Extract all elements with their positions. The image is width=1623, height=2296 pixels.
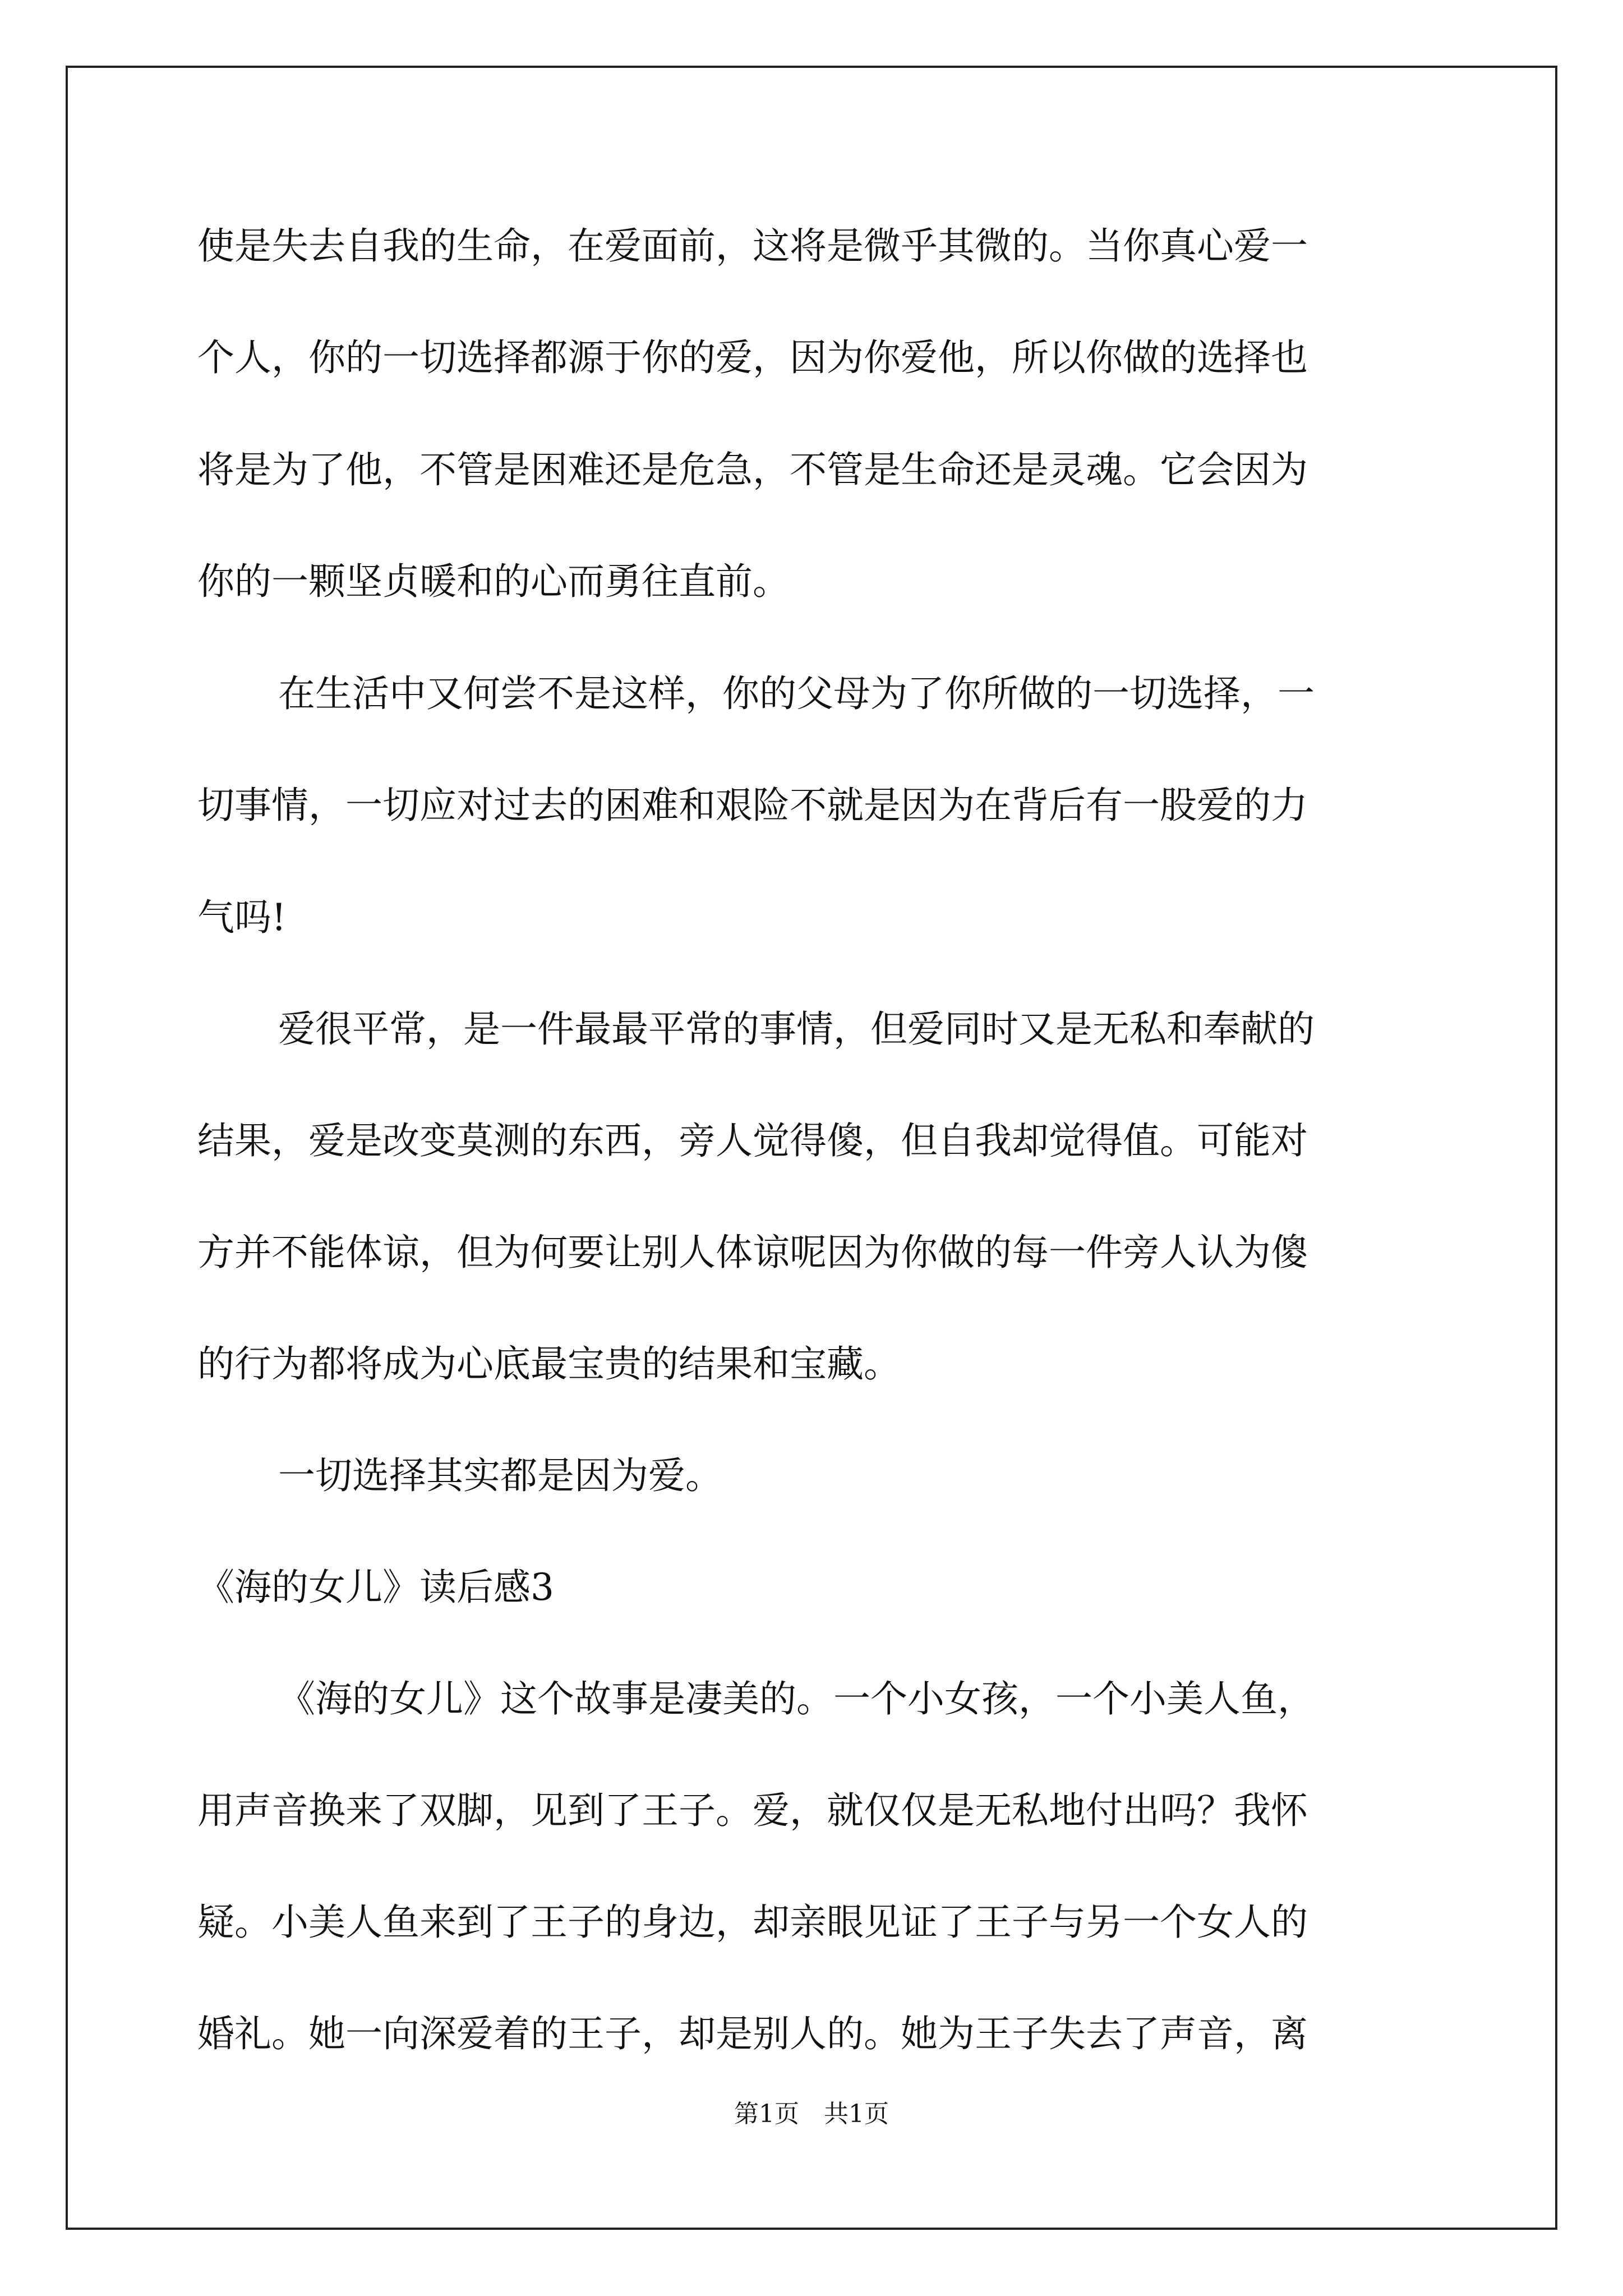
paragraph-start: 《海的女儿》这个故事是凄美的。一个小女孩，一个小美人鱼， bbox=[278, 1677, 1315, 1720]
page-footer: 第1页 共1页 bbox=[734, 2100, 889, 2128]
text-line: 个人，你的一切选择都源于你的爱，因为你爱他，所以你做的选择也 bbox=[197, 336, 1308, 379]
text-line: 使是失去自我的生命，在爱面前，这将是微乎其微的。当你真心爱一 bbox=[197, 224, 1308, 268]
paragraph-start: 一切选择其实都是因为爱。 bbox=[278, 1454, 722, 1497]
text-line: 用声音换来了双脚，见到了王子。爱，就仅仅是无私地付出吗？我怀 bbox=[197, 1789, 1308, 1832]
text-line: 气吗! bbox=[197, 896, 287, 939]
section-heading: 《海的女儿》读后感3 bbox=[197, 1566, 554, 1609]
paragraph-start: 在生活中又何尝不是这样，你的父母为了你所做的一切选择，一 bbox=[278, 672, 1315, 715]
text-line: 切事情，一切应对过去的困难和艰险不就是因为在背后有一股爱的力 bbox=[197, 784, 1308, 827]
text-line: 将是为了他，不管是困难还是危急，不管是生命还是灵魂。它会因为 bbox=[197, 448, 1308, 491]
text-line: 你的一颗坚贞暖和的心而勇往直前。 bbox=[197, 560, 790, 603]
text-line: 婚礼。她一向深爱着的王子，却是别人的。她为王子失去了声音，离 bbox=[197, 2012, 1308, 2055]
text-line: 结果，爱是改变莫测的东西，旁人觉得傻，但自我却觉得值。可能对 bbox=[197, 1119, 1308, 1162]
text-line: 的行为都将成为心底最宝贵的结果和宝藏。 bbox=[197, 1342, 901, 1386]
text-line: 方并不能体谅，但为何要让别人体谅呢因为你做的每一件旁人认为傻 bbox=[197, 1231, 1308, 1274]
text-line: 疑。小美人鱼来到了王子的身边，却亲眼见证了王子与另一个女人的 bbox=[197, 1901, 1308, 1944]
paragraph-start: 爱很平常，是一件最最平常的事情，但爱同时又是无私和奉献的 bbox=[278, 1007, 1315, 1051]
